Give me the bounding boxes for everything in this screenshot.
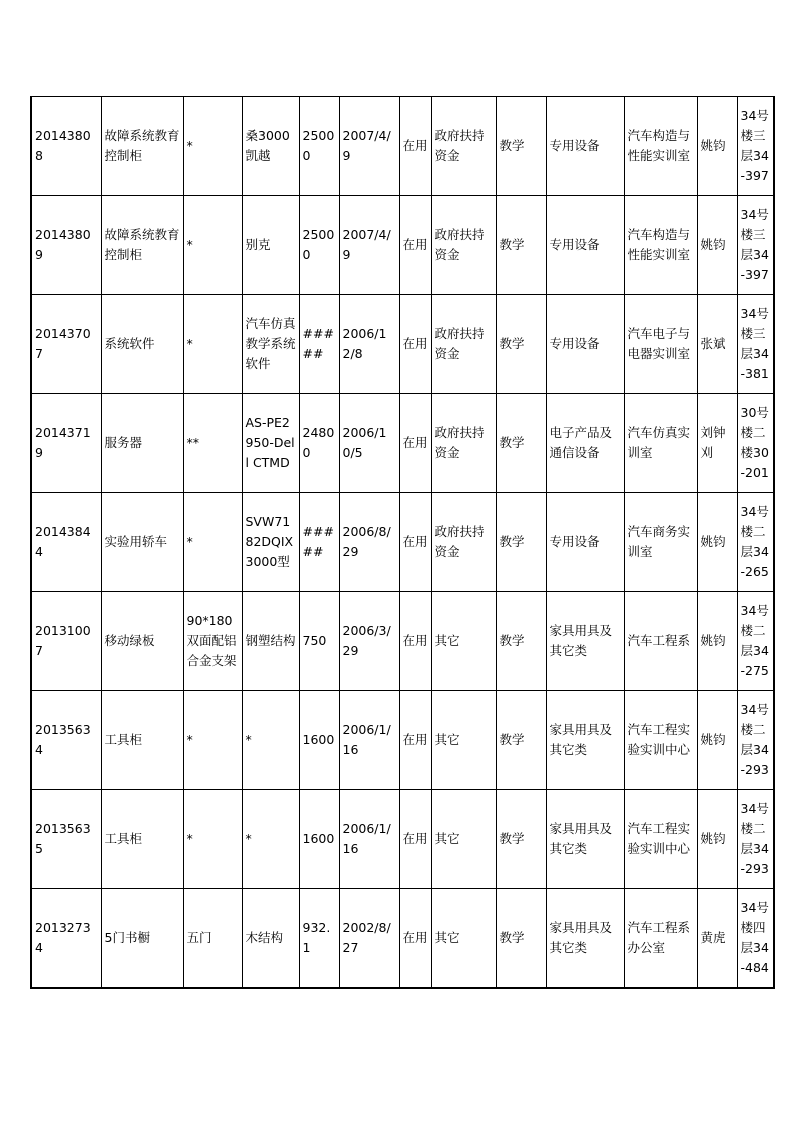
- table-row: [31, 691, 774, 790]
- price-cell: 25000: [299, 196, 339, 295]
- status-cell: 在用: [399, 592, 431, 691]
- keeper-cell: 姚钧: [697, 790, 737, 889]
- purchase-date-cell: 2006/12/8: [339, 295, 399, 394]
- model-cell: 别克: [242, 196, 299, 295]
- asset-id-cell: 20143809: [31, 196, 101, 295]
- purchase-date-cell: 2006/1/16: [339, 691, 399, 790]
- location-cell: 34号楼三层34-397: [737, 97, 774, 196]
- spec-cell: *: [183, 295, 242, 394]
- asset-id-cell: 20132734: [31, 889, 101, 989]
- spec-cell: *: [183, 196, 242, 295]
- category-cell: 专用设备: [546, 196, 624, 295]
- funding-source-cell: 其它: [431, 889, 496, 989]
- purchase-date-cell: 2006/3/29: [339, 592, 399, 691]
- model-cell: 木结构: [242, 889, 299, 989]
- funding-source-cell: 其它: [431, 691, 496, 790]
- department-cell: 汽车工程实验实训中心: [624, 790, 697, 889]
- model-cell: 汽车仿真教学系统软件: [242, 295, 299, 394]
- asset-id-cell: 20143844: [31, 493, 101, 592]
- spec-cell: 90*180双面配铝合金支架: [183, 592, 242, 691]
- purchase-date-cell: 2006/8/29: [339, 493, 399, 592]
- asset-name-cell: 系统软件: [101, 295, 183, 394]
- location-cell: 34号楼三层34-381: [737, 295, 774, 394]
- usage-cell: 教学: [496, 790, 546, 889]
- asset-name-cell: 故障系统教育控制柜: [101, 196, 183, 295]
- funding-source-cell: 其它: [431, 790, 496, 889]
- purchase-date-cell: 2006/10/5: [339, 394, 399, 493]
- category-cell: 专用设备: [546, 493, 624, 592]
- spec-cell: *: [183, 790, 242, 889]
- location-cell: 34号楼二层34-265: [737, 493, 774, 592]
- usage-cell: 教学: [496, 691, 546, 790]
- department-cell: 汽车工程系办公室: [624, 889, 697, 989]
- asset-name-cell: 工具柜: [101, 691, 183, 790]
- asset-id-cell: 20143719: [31, 394, 101, 493]
- spec-cell: *: [183, 97, 242, 196]
- department-cell: 汽车工程实验实训中心: [624, 691, 697, 790]
- price-cell: 1600: [299, 691, 339, 790]
- spec-cell: 五门: [183, 889, 242, 989]
- asset-name-cell: 5门书橱: [101, 889, 183, 989]
- asset-name-cell: 移动绿板: [101, 592, 183, 691]
- table-row: [31, 790, 774, 889]
- model-cell: 钢塑结构: [242, 592, 299, 691]
- purchase-date-cell: 2006/1/16: [339, 790, 399, 889]
- usage-cell: 教学: [496, 493, 546, 592]
- funding-source-cell: 政府扶持资金: [431, 493, 496, 592]
- spec-cell: *: [183, 493, 242, 592]
- department-cell: 汽车仿真实训室: [624, 394, 697, 493]
- category-cell: 家具用具及其它类: [546, 889, 624, 989]
- table-row: [31, 295, 774, 394]
- usage-cell: 教学: [496, 889, 546, 989]
- asset-name-cell: 实验用轿车: [101, 493, 183, 592]
- location-cell: 34号楼二层34-293: [737, 790, 774, 889]
- asset-id-cell: 20131007: [31, 592, 101, 691]
- funding-source-cell: 政府扶持资金: [431, 196, 496, 295]
- spec-cell: **: [183, 394, 242, 493]
- usage-cell: 教学: [496, 295, 546, 394]
- asset-id-cell: 20143707: [31, 295, 101, 394]
- price-cell: 24800: [299, 394, 339, 493]
- category-cell: 专用设备: [546, 295, 624, 394]
- funding-source-cell: 政府扶持资金: [431, 295, 496, 394]
- status-cell: 在用: [399, 691, 431, 790]
- usage-cell: 教学: [496, 97, 546, 196]
- price-cell: #####: [299, 493, 339, 592]
- usage-cell: 教学: [496, 394, 546, 493]
- department-cell: 汽车构造与性能实训室: [624, 196, 697, 295]
- spec-cell: *: [183, 691, 242, 790]
- purchase-date-cell: 2002/8/27: [339, 889, 399, 989]
- table-row: [31, 592, 774, 691]
- asset-table: [30, 96, 775, 989]
- status-cell: 在用: [399, 394, 431, 493]
- keeper-cell: 刘钟刈: [697, 394, 737, 493]
- price-cell: 932.1: [299, 889, 339, 989]
- location-cell: 34号楼二层34-293: [737, 691, 774, 790]
- price-cell: 25000: [299, 97, 339, 196]
- funding-source-cell: 其它: [431, 592, 496, 691]
- asset-name-cell: 故障系统教育控制柜: [101, 97, 183, 196]
- status-cell: 在用: [399, 790, 431, 889]
- funding-source-cell: 政府扶持资金: [431, 97, 496, 196]
- asset-name-cell: 服务器: [101, 394, 183, 493]
- keeper-cell: 黄虎: [697, 889, 737, 989]
- purchase-date-cell: 2007/4/9: [339, 97, 399, 196]
- funding-source-cell: 政府扶持资金: [431, 394, 496, 493]
- asset-id-cell: 20135635: [31, 790, 101, 889]
- table-row: [31, 889, 774, 989]
- category-cell: 家具用具及其它类: [546, 691, 624, 790]
- category-cell: 专用设备: [546, 97, 624, 196]
- keeper-cell: 姚钧: [697, 592, 737, 691]
- model-cell: *: [242, 790, 299, 889]
- asset-id-cell: 20135634: [31, 691, 101, 790]
- price-cell: 750: [299, 592, 339, 691]
- table-row: [31, 394, 774, 493]
- table-row: [31, 493, 774, 592]
- department-cell: 汽车商务实训室: [624, 493, 697, 592]
- asset-id-cell: 20143808: [31, 97, 101, 196]
- location-cell: 30号楼二楼30-201: [737, 394, 774, 493]
- table-row: [31, 97, 774, 196]
- department-cell: 汽车电子与电器实训室: [624, 295, 697, 394]
- status-cell: 在用: [399, 196, 431, 295]
- purchase-date-cell: 2007/4/9: [339, 196, 399, 295]
- location-cell: 34号楼三层34-397: [737, 196, 774, 295]
- model-cell: *: [242, 691, 299, 790]
- category-cell: 电子产品及通信设备: [546, 394, 624, 493]
- model-cell: SVW7182DQIX3000型: [242, 493, 299, 592]
- price-cell: 1600: [299, 790, 339, 889]
- price-cell: #####: [299, 295, 339, 394]
- asset-name-cell: 工具柜: [101, 790, 183, 889]
- keeper-cell: 姚钧: [697, 493, 737, 592]
- category-cell: 家具用具及其它类: [546, 790, 624, 889]
- model-cell: AS-PE2950-Dell CTMD: [242, 394, 299, 493]
- status-cell: 在用: [399, 295, 431, 394]
- usage-cell: 教学: [496, 196, 546, 295]
- status-cell: 在用: [399, 493, 431, 592]
- keeper-cell: 姚钧: [697, 97, 737, 196]
- keeper-cell: 张斌: [697, 295, 737, 394]
- status-cell: 在用: [399, 97, 431, 196]
- status-cell: 在用: [399, 889, 431, 989]
- usage-cell: 教学: [496, 592, 546, 691]
- model-cell: 桑3000凯越: [242, 97, 299, 196]
- keeper-cell: 姚钧: [697, 196, 737, 295]
- location-cell: 34号楼四层34-484: [737, 889, 774, 989]
- department-cell: 汽车工程系: [624, 592, 697, 691]
- table-row: [31, 196, 774, 295]
- department-cell: 汽车构造与性能实训室: [624, 97, 697, 196]
- category-cell: 家具用具及其它类: [546, 592, 624, 691]
- keeper-cell: 姚钧: [697, 691, 737, 790]
- location-cell: 34号楼二层34-275: [737, 592, 774, 691]
